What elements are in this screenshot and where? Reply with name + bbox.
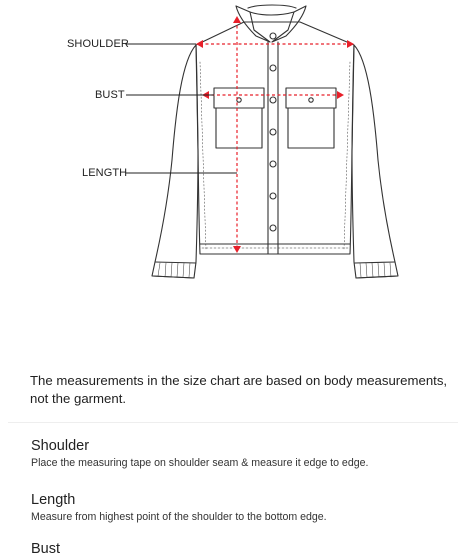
left-sleeve bbox=[152, 45, 198, 278]
section-title-shoulder: Shoulder bbox=[31, 438, 90, 454]
section-title-length: Length bbox=[31, 492, 76, 508]
button bbox=[270, 97, 276, 103]
right-pocket bbox=[288, 108, 334, 148]
button bbox=[270, 33, 276, 39]
arrow-head bbox=[347, 40, 354, 48]
collar bbox=[236, 6, 270, 42]
button bbox=[270, 129, 276, 135]
pocket-button bbox=[309, 98, 313, 102]
arrow-head bbox=[233, 246, 241, 253]
right-sleeve bbox=[352, 45, 398, 278]
placket bbox=[268, 42, 278, 254]
section-title-bust: Bust bbox=[31, 541, 61, 557]
button bbox=[270, 161, 276, 167]
shirt-body bbox=[196, 22, 354, 254]
shoulder-label: SHOULDER bbox=[67, 38, 129, 50]
arrow-head bbox=[233, 16, 241, 23]
section-desc-length: Measure from highest point of the shoulder to the bottom edge. bbox=[31, 511, 327, 523]
divider bbox=[8, 422, 458, 423]
button bbox=[270, 65, 276, 71]
button bbox=[270, 225, 276, 231]
arrow-head bbox=[196, 40, 203, 48]
left-pocket bbox=[216, 108, 262, 148]
arrow-head bbox=[337, 91, 344, 99]
measurement-note: The measurements in the size chart are based on body measurements, not the garment. bbox=[30, 373, 448, 406]
button bbox=[270, 193, 276, 199]
bust-label: BUST bbox=[95, 89, 125, 101]
section-desc-shoulder: Place the measuring tape on shoulder seam & measure it edge to edge. bbox=[31, 457, 369, 469]
length-label: LENGTH bbox=[82, 167, 128, 179]
